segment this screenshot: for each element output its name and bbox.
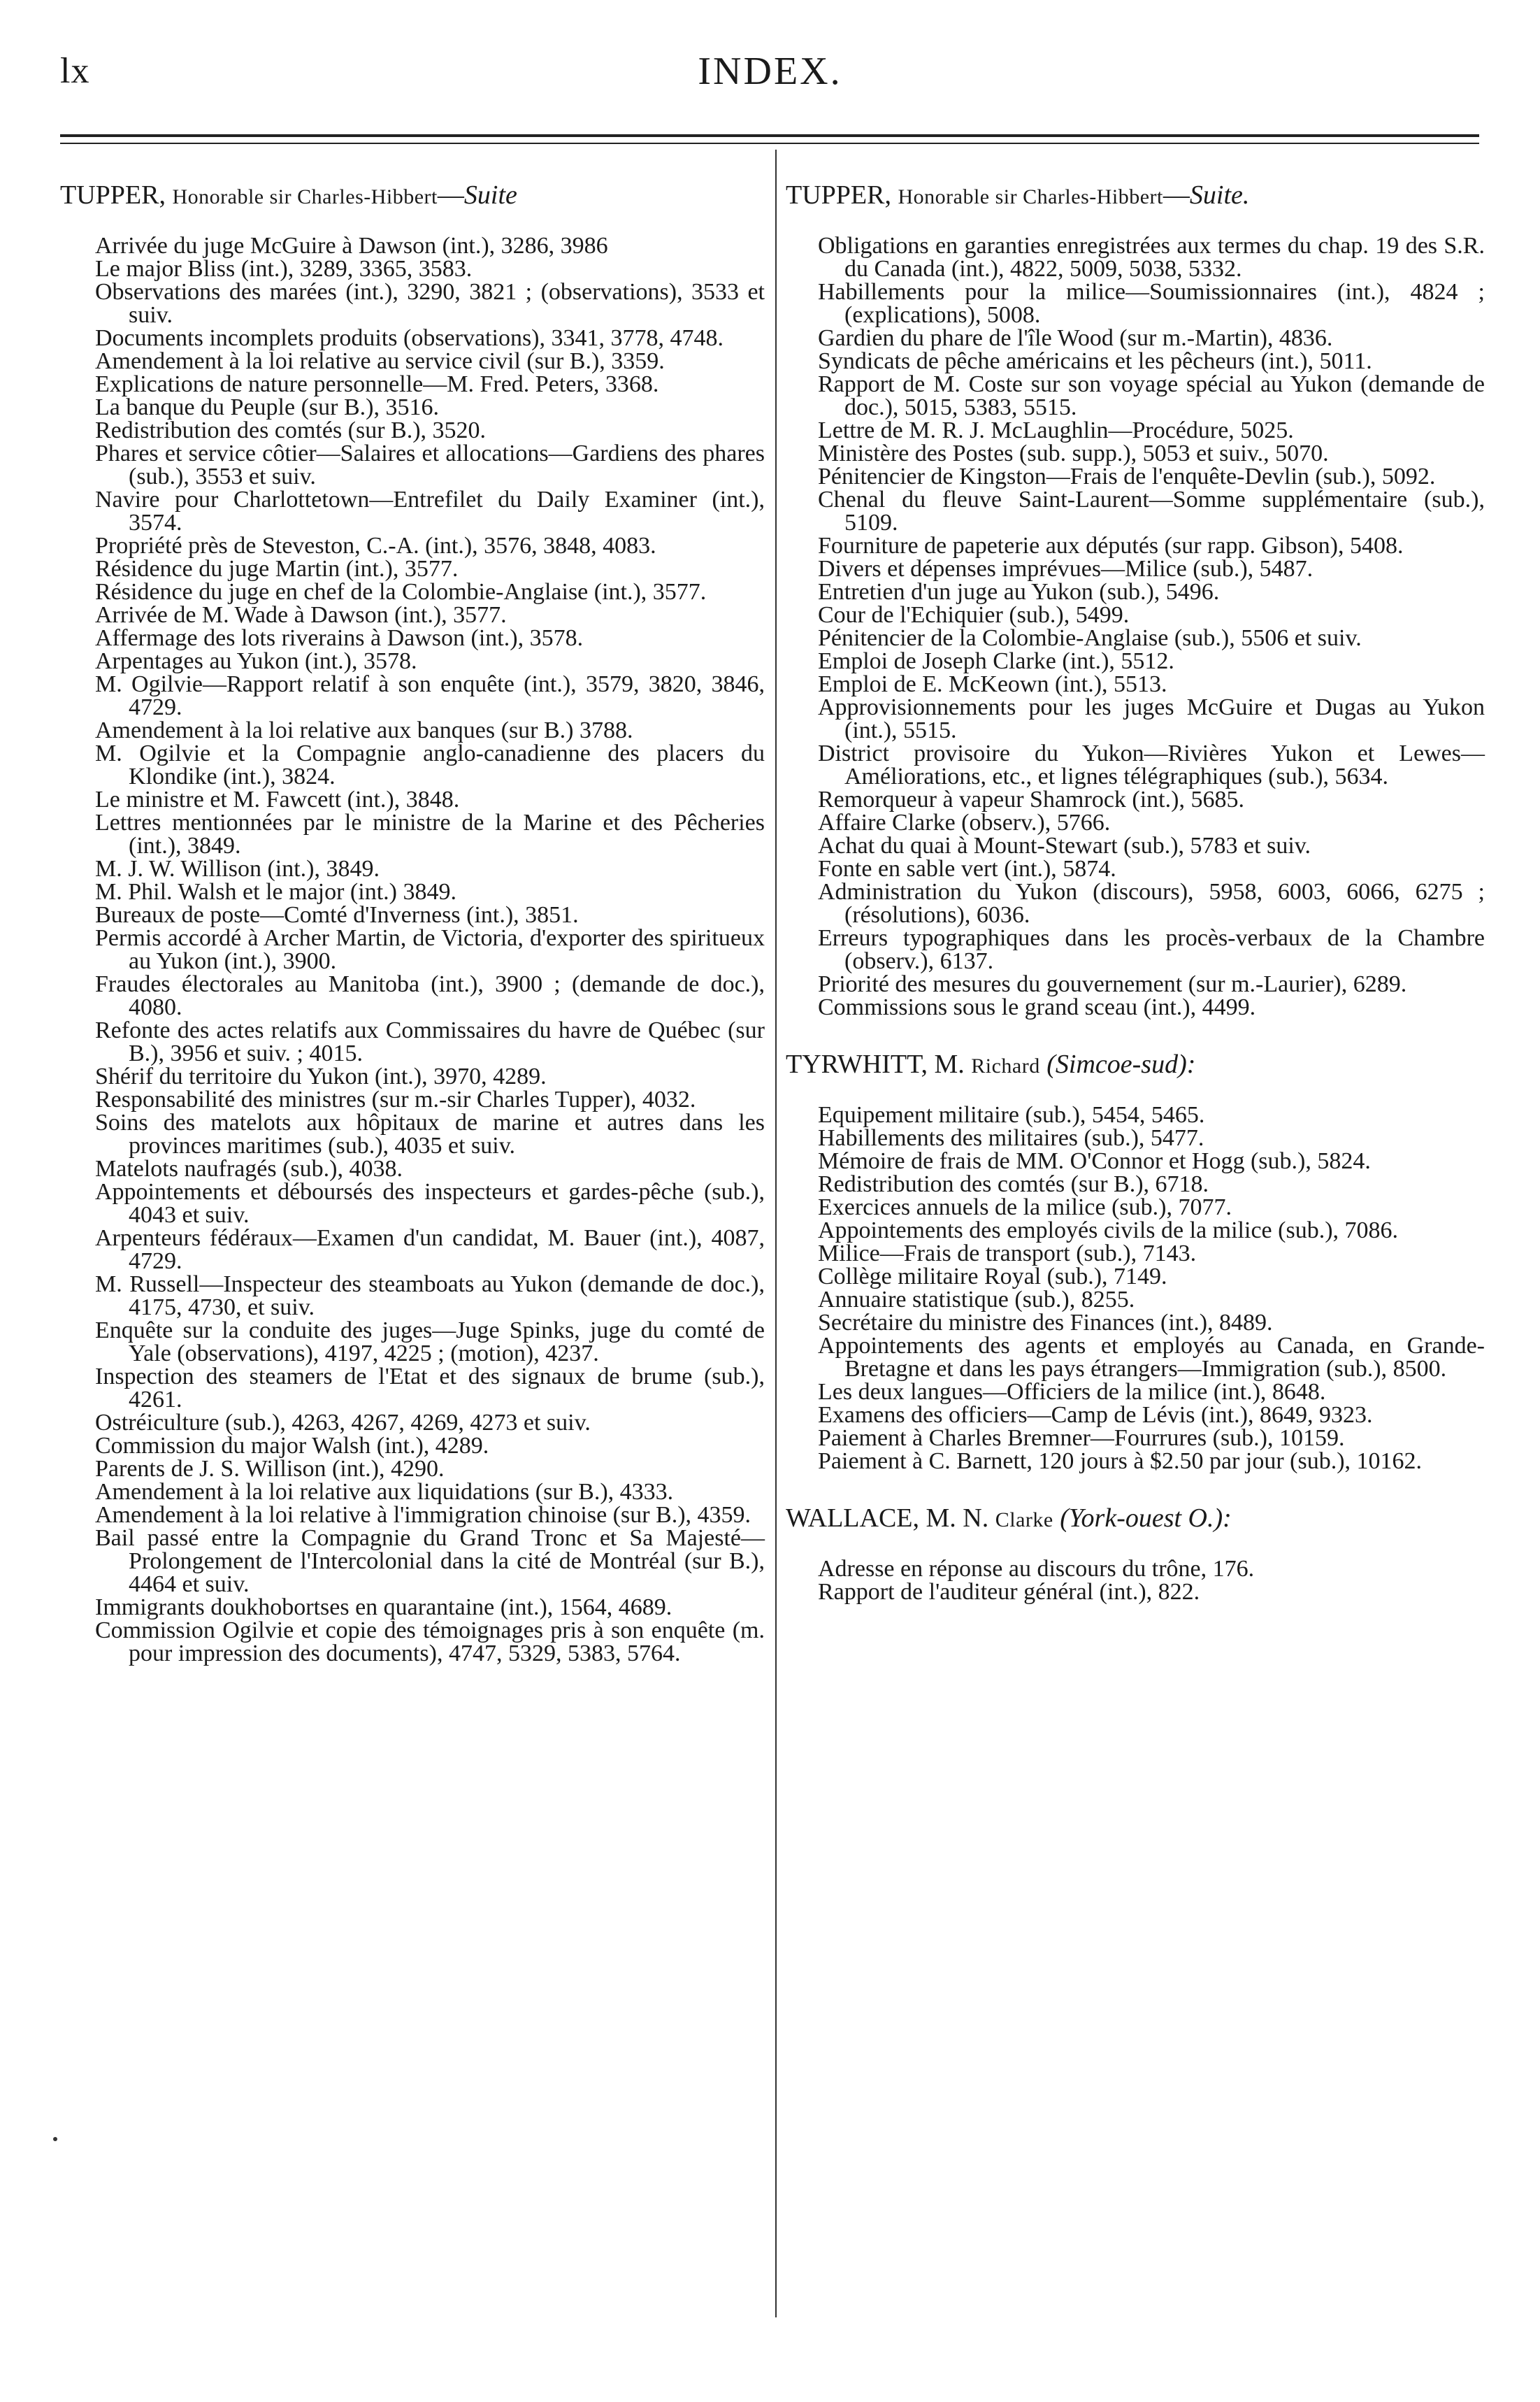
section-gap xyxy=(786,1473,1485,1503)
index-entry: Appointements des agents et employés au Canada, en Grande-Bretagne et dans les pays étrangers—Immigration (sub.), 8500. xyxy=(818,1333,1485,1382)
index-entry: Commission du major Walsh (int.), 4289. xyxy=(95,1433,489,1459)
index-heading xyxy=(60,180,765,212)
index-entry: Priorité des mesures du gouvernement (sur m.-Laurier), 6289. xyxy=(818,971,1407,997)
heading-honorific: Richard xyxy=(971,1055,1040,1078)
index-entry: Arpenteurs fédéraux—Examen d'un candidat, M. Bauer (int.), 4087, 4729. xyxy=(95,1225,765,1274)
index-entry: Résidence du juge en chef de la Colombie-Anglaise (int.), 3577. xyxy=(95,579,707,605)
index-entry: Fonte en sable vert (int.), 5874. xyxy=(818,856,1116,882)
index-entry: Appointements des employés civils de la milice (sub.), 7086. xyxy=(818,1217,1399,1243)
heading-separator xyxy=(1053,1503,1060,1533)
index-entry: Equipement militaire (sub.), 5454, 5465. xyxy=(818,1102,1205,1128)
index-entry: Arpentages au Yukon (int.), 3578. xyxy=(95,648,417,674)
right-column xyxy=(786,180,1485,1603)
heading-suffix: Suite. xyxy=(1189,180,1250,210)
index-entry: M. J. W. Willison (int.), 3849. xyxy=(95,856,380,882)
heading-name: TUPPER, xyxy=(786,180,898,210)
index-entry: Rapport de l'auditeur général (int.), 822. xyxy=(818,1579,1200,1605)
index-heading xyxy=(786,180,1485,212)
printing-speck xyxy=(53,2137,57,2141)
index-entry: Refonte des actes relatifs aux Commissaires du havre de Québec (sur B.), 3956 et suiv. ; 4015. xyxy=(95,1017,765,1066)
heading-suffix: Suite xyxy=(463,180,517,210)
index-entry: Parents de J. S. Willison (int.), 4290. xyxy=(95,1456,445,1482)
index-entry: Commission Ogilvie et copie des témoignages pris à son enquête (m. pour impression des documents), 4747, 5329, 5383, 5764. xyxy=(95,1617,765,1666)
index-entry: Soins des matelots aux hôpitaux de marine et autres dans les provinces maritimes (sub.), 4035 et suiv. xyxy=(95,1110,765,1159)
index-entry: Syndicats de pêche américains et les pêcheurs (int.), 5011. xyxy=(818,348,1372,374)
index-entry: Exercices annuels de la milice (sub.), 7077. xyxy=(818,1194,1232,1220)
index-entry: Matelots naufragés (sub.), 4038. xyxy=(95,1156,403,1182)
index-entry: Résidence du juge Martin (int.), 3577. xyxy=(95,556,459,582)
index-entry: Ministère des Postes (sub. supp.), 5053 et suiv., 5070. xyxy=(818,441,1329,466)
heading-dash: — xyxy=(437,180,464,210)
index-entry: Amendement à la loi relative au service civil (sur B.), 3359. xyxy=(95,348,665,374)
index-entry: Secrétaire du ministre des Finances (int.), 8489. xyxy=(818,1310,1273,1336)
index-entry: Fourniture de papeterie aux députés (sur rapp. Gibson), 5408. xyxy=(818,533,1404,559)
heading-honorific: Clarke xyxy=(995,1508,1053,1531)
index-entry: Permis accordé à Archer Martin, de Victoria, d'exporter des spiritueux au Yukon (int.), 3900. xyxy=(95,925,765,974)
index-entry: Obligations en garanties enregistrées aux termes du chap. 19 des S.R. du Canada (int.), 4822, 5009, 5038, 5332. xyxy=(818,233,1485,282)
index-entry: Propriété près de Steveston, C.-A. (int.), 3576, 3848, 4083. xyxy=(95,533,656,559)
index-entry: Erreurs typographiques dans les procès-verbaux de la Chambre (observ.), 6137. xyxy=(818,925,1485,974)
index-entry: Le ministre et M. Fawcett (int.), 3848. xyxy=(95,787,460,813)
index-entry: Lettre de M. R. J. McLaughlin—Procédure, 5025. xyxy=(818,417,1294,443)
index-entry: Emploi de Joseph Clarke (int.), 5512. xyxy=(818,648,1174,674)
heading-name: TYRWHITT, M. xyxy=(786,1050,972,1079)
index-entry: Emploi de E. McKeown (int.), 5513. xyxy=(818,671,1167,697)
index-entry: Inspection des steamers de l'Etat et des signaux de brume (sub.), 4261. xyxy=(95,1364,765,1413)
index-entry: Affermage des lots riverains à Dawson (int.), 3578. xyxy=(95,625,584,651)
index-entry: Collège militaire Royal (sub.), 7149. xyxy=(818,1264,1167,1289)
index-entry: Administration du Yukon (discours), 5958, 6003, 6066, 6275 ; (résolutions), 6036. xyxy=(818,879,1485,928)
index-entry: Affaire Clarke (observ.), 5766. xyxy=(818,810,1111,836)
section-gap xyxy=(786,1019,1485,1050)
index-entry: Enquête sur la conduite des juges—Juge Spinks, juge du comté de Yale (observations), 4197, 4225 ; (motion), 4237. xyxy=(95,1317,765,1366)
index-entry: Observations des marées (int.), 3290, 3821 ; (observations), 3533 et suiv. xyxy=(95,279,765,328)
index-entry: Appointements et déboursés des inspecteurs et gardes-pêche (sub.), 4043 et suiv. xyxy=(95,1179,765,1228)
index-entry: Explications de nature personnelle—M. Fred. Peters, 3368. xyxy=(95,371,659,397)
page-number: lx xyxy=(60,51,90,91)
index-entry: Habillements pour la milice—Soumissionnaires (int.), 4824 ; (explications), 5008. xyxy=(818,279,1485,328)
index-heading xyxy=(786,1050,1485,1081)
heading-name: TUPPER, xyxy=(60,180,166,210)
left-column xyxy=(60,180,765,1665)
index-entry: Redistribution des comtés (sur B.), 6718. xyxy=(818,1171,1209,1197)
heading-suffix: (Simcoe-sud): xyxy=(1046,1050,1196,1079)
entry-list xyxy=(60,234,765,1665)
index-entry: M. Ogilvie—Rapport relatif à son enquête (int.), 3579, 3820, 3846, 4729. xyxy=(95,671,765,720)
index-entry: Bureaux de poste—Comté d'Inverness (int.), 3851. xyxy=(95,902,579,928)
index-entry: Rapport de M. Coste sur son voyage spécial au Yukon (demande de doc.), 5015, 5383, 5515. xyxy=(818,371,1485,420)
heading-honorific: Honorable sir Charles-Hibbert xyxy=(898,185,1163,208)
index-entry: Paiement à Charles Bremner—Fourrures (sub.), 10159. xyxy=(818,1425,1345,1451)
index-entry: Achat du quai à Mount-Stewart (sub.), 5783 et suiv. xyxy=(818,833,1311,859)
index-entry: Arrivée de M. Wade à Dawson (int.), 3577. xyxy=(95,602,507,628)
index-heading xyxy=(786,1503,1485,1535)
index-entry: Amendement à la loi relative aux liquidations (sur B.), 4333. xyxy=(95,1479,674,1505)
header-rule xyxy=(60,134,1479,144)
index-entry: Paiement à C. Barnett, 120 jours à $2.50 par jour (sub.), 10162. xyxy=(818,1448,1423,1474)
index-entry: M. Ogilvie et la Compagnie anglo-canadienne des placers du Klondike (int.), 3824. xyxy=(95,741,765,789)
index-entry: Pénitencier de la Colombie-Anglaise (sub.), 5506 et suiv. xyxy=(818,625,1362,651)
heading-name: WALLACE, M. N. xyxy=(786,1503,995,1533)
index-entry: Mémoire de frais de MM. O'Connor et Hogg (sub.), 5824. xyxy=(818,1148,1371,1174)
heading-suffix: (York-ouest O.): xyxy=(1060,1503,1232,1533)
index-entry: District provisoire du Yukon—Rivières Yukon et Lewes—Améliorations, etc., et lignes télégraphiques (sub.), 5634. xyxy=(818,741,1485,789)
index-entry: Pénitencier de Kingston—Frais de l'enquête-Devlin (sub.), 5092. xyxy=(818,464,1436,489)
index-entry: Approvisionnements pour les juges McGuire et Dugas au Yukon (int.), 5515. xyxy=(818,694,1485,743)
index-entry: Bail passé entre la Compagnie du Grand Tronc et Sa Majesté—Prolongement de l'Intercolonial dans la cité de Montréal (sur B.), 4464 et suiv. xyxy=(95,1525,765,1597)
index-entry: Les deux langues—Officiers de la milice (int.), 8648. xyxy=(818,1379,1326,1405)
index-entry: Chenal du fleuve Saint-Laurent—Somme supplémentaire (sub.), 5109. xyxy=(818,487,1485,536)
index-entry: Responsabilité des ministres (sur m.-sir Charles Tupper), 4032. xyxy=(95,1087,696,1113)
index-entry: Lettres mentionnées par le ministre de la Marine et des Pêcheries (int.), 3849. xyxy=(95,810,765,859)
index-entry: Milice—Frais de transport (sub.), 7143. xyxy=(818,1241,1197,1266)
index-entry: La banque du Peuple (sur B.), 3516. xyxy=(95,394,439,420)
index-entry: Cour de l'Echiquier (sub.), 5499. xyxy=(818,602,1130,628)
index-entry: Fraudes électorales au Manitoba (int.), 3900 ; (demande de doc.), 4080. xyxy=(95,971,765,1020)
index-entry: Remorqueur à vapeur Shamrock (int.), 5685. xyxy=(818,787,1244,813)
index-entry: Documents incomplets produits (observations), 3341, 3778, 4748. xyxy=(95,325,724,351)
index-entry: M. Phil. Walsh et le major (int.) 3849. xyxy=(95,879,456,905)
heading-honorific: Honorable sir Charles-Hibbert xyxy=(172,185,438,208)
index-entry: Adresse en réponse au discours du trône, 176. xyxy=(818,1556,1255,1582)
index-entry: M. Russell—Inspecteur des steamboats au Yukon (demande de doc.), 4175, 4730, et suiv. xyxy=(95,1271,765,1320)
index-entry: Amendement à la loi relative à l'immigration chinoise (sur B.), 4359. xyxy=(95,1502,751,1528)
index-entry: Redistribution des comtés (sur B.), 3520. xyxy=(95,417,487,443)
index-entry: Phares et service côtier—Salaires et allocations—Gardiens des phares (sub.), 3553 et suiv. xyxy=(95,441,765,489)
index-entry: Commissions sous le grand sceau (int.), 4499. xyxy=(818,994,1256,1020)
heading-separator xyxy=(1040,1050,1047,1079)
index-entry: Shérif du territoire du Yukon (int.), 3970, 4289. xyxy=(95,1064,547,1089)
heading-separator: — xyxy=(1163,180,1190,210)
index-entry: Entretien d'un juge au Yukon (sub.), 5496. xyxy=(818,579,1220,605)
index-entry: Habillements des militaires (sub.), 5477. xyxy=(818,1125,1204,1151)
page-title: INDEX. xyxy=(698,50,842,93)
index-entry: Navire pour Charlottetown—Entrefilet du Daily Examiner (int.), 3574. xyxy=(95,487,765,536)
index-entry: Ostréiculture (sub.), 4263, 4267, 4269, 4273 et suiv. xyxy=(95,1410,591,1436)
index-entry: Immigrants doukhobortses en quarantaine (int.), 1564, 4689. xyxy=(95,1594,672,1620)
index-entry: Gardien du phare de l'île Wood (sur m.-Martin), 4836. xyxy=(818,325,1333,351)
index-entry: Annuaire statistique (sub.), 8255. xyxy=(818,1287,1135,1313)
index-entry: Arrivée du juge McGuire à Dawson (int.), 3286, 3986 xyxy=(95,233,608,259)
index-entry: Examens des officiers—Camp de Lévis (int.), 8649, 9323. xyxy=(818,1402,1373,1428)
index-entry: Le major Bliss (int.), 3289, 3365, 3583. xyxy=(95,256,473,282)
column-divider xyxy=(775,150,777,2317)
index-entry: Amendement à la loi relative aux banques (sur B.) 3788. xyxy=(95,717,633,743)
index-entry: Divers et dépenses imprévues—Milice (sub.), 5487. xyxy=(818,556,1314,582)
